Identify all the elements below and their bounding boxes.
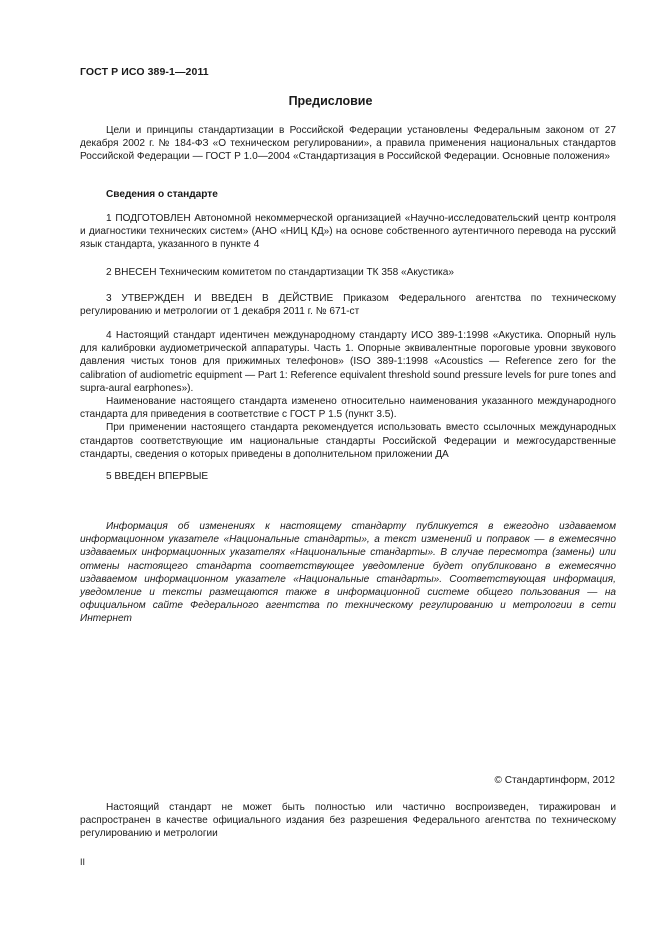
item-5	[80, 470, 616, 483]
item-1-text: 1 ПОДГОТОВЛЕН Автономной некоммерческой организацией «Научно-исследовательский центр контроля и диагностики технических систем» (АНО «НИЦ КД») на основе собственного аутентичного перевода на русский язык стандарта, указанного в пункте 4	[80, 213, 616, 251]
item-4-paragraph-3: При применении настоящего стандарта рекомендуется использовать вместо ссылочных международных стандартов соответствующие им национальные стандарты Российской Федерации и межгосударственные стандарты, сведения о которых приведены в дополнительном приложении ДА	[80, 422, 616, 460]
reproduction-notice	[80, 801, 616, 841]
info-notice-text: Информация об изменениях к настоящему стандарту публикуется в ежегодно издаваемом информационном указателе «Национальные стандарты», а текст изменений и поправок — в ежемесячно издаваемых информационных указателях «Национальные стандарты». В случае пересмотра (замены) или отмены настоящего стандарта соответствующее уведомление будет опубликовано в ежемесячно издаваемом информационном указателе «Национальные стандарты». Соответствующая информация, уведомление и тексты размещаются также в информационной системе общего пользования — на официальном сайте Федерального агентства по техническому регулированию и метрологии в сети Интернет	[80, 521, 616, 625]
item-4-paragraph-2: Наименование настоящего стандарта изменено относительно наименования указанного международного стандарта для приведения в соответствие с ГОСТ Р 1.5 (пункт 3.5).	[80, 396, 616, 421]
info-notice	[80, 520, 616, 626]
item-2-text: 2 ВНЕСЕН Техническим комитетом по стандартизации ТК 358 «Акустика»	[106, 267, 454, 278]
item-5-text: 5 ВВЕДЕН ВПЕРВЫЕ	[106, 471, 209, 482]
item-3	[80, 292, 616, 318]
intro-text: Цели и принципы стандартизации в Российской Федерации установлены Федеральным законом от 27 декабря 2002 г. № 184-ФЗ «О техническом регулировании», а правила применения национальных стандартов Российской Федерации — ГОСТ Р 1.0—2004 «Стандартизация в Российской Федерации. Основные положения»	[80, 125, 616, 163]
item-4	[80, 329, 616, 461]
section-heading: Сведения о стандарте	[106, 189, 218, 200]
item-1	[80, 212, 616, 252]
page-number: II	[80, 857, 86, 867]
intro-paragraph	[80, 124, 616, 164]
page-title: Предисловие	[288, 94, 373, 108]
item-4-paragraph-1: 4 Настоящий стандарт идентичен международному стандарту ИСО 389-1:1998 «Акустика. Опорный нуль для калибровки аудиометрической аппаратуры. Часть 1. Опорные эквивалентные пороговые уровни звукового давления чистых тонов для прижимных телефонов» (ISO 389-1:1998 «Acoustics — Reference zero for the calibration of audiometric equipment — Part 1: Reference equivalent threshold sound pressure levels for pure tones and supra-aural earphones»).	[80, 330, 616, 394]
section-heading-block	[80, 188, 616, 201]
document-code: ГОСТ Р ИСО 389-1—2011	[80, 66, 209, 78]
item-2	[80, 266, 616, 279]
reproduction-notice-text: Настоящий стандарт не может быть полностью или частично воспроизведен, тиражирован и распространен в качестве официального издания без разрешения Федерального агентства по техническому регулированию и метрологии	[80, 802, 616, 840]
copyright: © Стандартинформ, 2012	[494, 775, 615, 786]
item-3-text: 3 УТВЕРЖДЕН И ВВЕДЕН В ДЕЙСТВИЕ Приказом Федерального агентства по техническому регулированию и метрологии от 1 декабря 2011 г. № 671-ст	[80, 293, 616, 318]
